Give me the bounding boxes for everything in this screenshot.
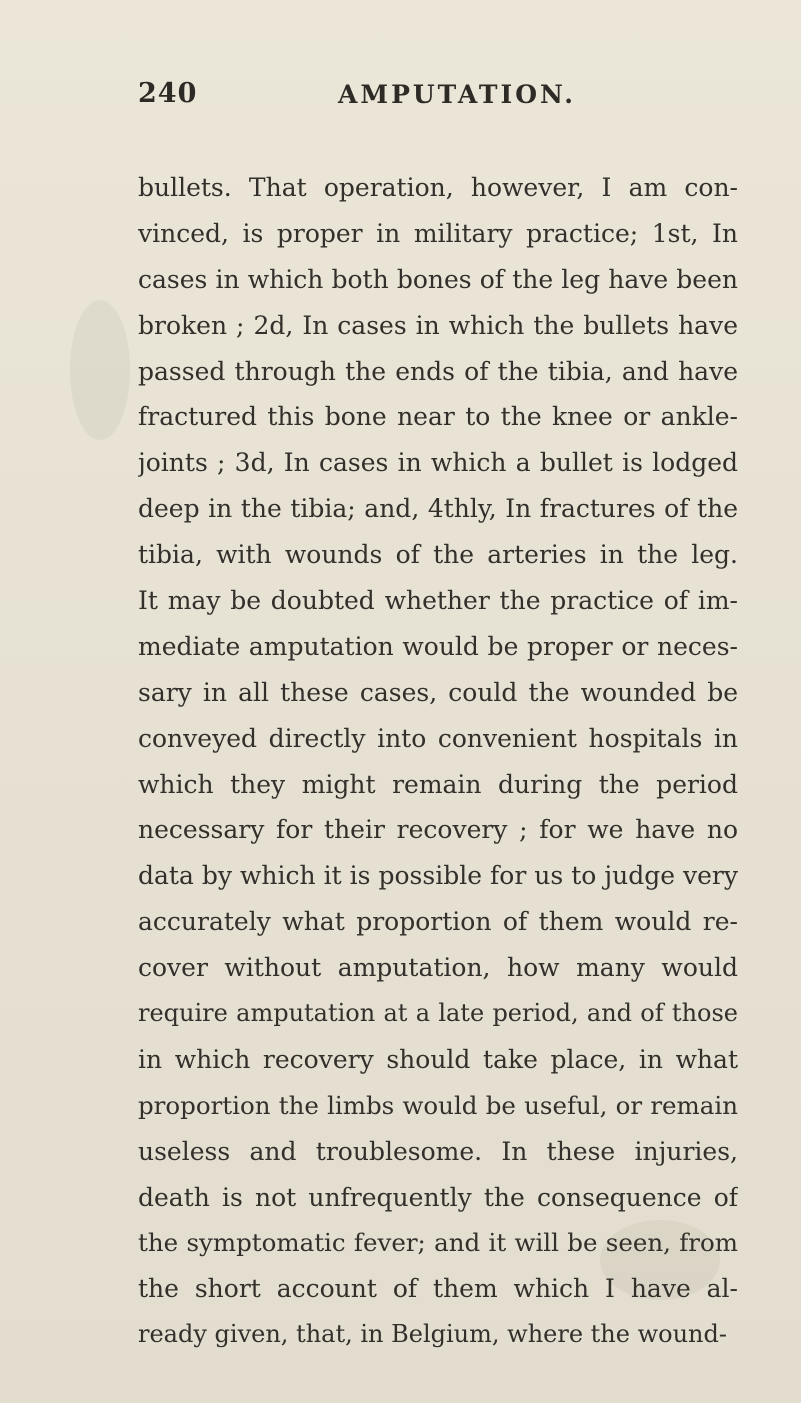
text-line: cover without amputation, how many would — [138, 953, 738, 983]
text-line: accurately what proportion of them would re- — [138, 907, 738, 937]
text-line: in which recovery should take place, in what — [138, 1044, 738, 1074]
text-line: death is not unfrequently the consequence of — [138, 1182, 738, 1212]
text-line: passed through the ends of the tibia, and have — [138, 356, 738, 386]
text-line: cases in which both bones of the leg have been — [138, 264, 738, 294]
text-line: joints ; 3d, In cases in which a bullet is lodged — [138, 448, 738, 478]
text-line: deep in the tibia; and, 4thly, In fractures of the — [138, 494, 738, 524]
text-line: conveyed directly into convenient hospitals in — [138, 723, 738, 753]
text-line: proportion the limbs would be useful, or remain — [138, 1090, 738, 1120]
text-line: necessary for their recovery ; for we have no — [138, 815, 738, 845]
page-header — [138, 78, 738, 118]
text-line: data by which it is possible for us to judge very — [138, 861, 738, 891]
text-line: which they might remain during the period — [138, 769, 738, 799]
page-number: 240 — [138, 78, 198, 109]
text-line: useless and troublesome. In these injuries, — [138, 1136, 738, 1166]
text-line: ready given, that, in Belgium, where the wound- — [138, 1320, 727, 1349]
text-line: tibia, with wounds of the arteries in the leg. — [138, 540, 738, 570]
text-line: fractured this bone near to the knee or ankle- — [138, 402, 738, 432]
paper-stain — [70, 300, 130, 440]
text-line: bullets. That operation, however, I am con- — [138, 173, 738, 202]
text-line: the short account of them which I have al- — [138, 1274, 738, 1304]
body-text — [138, 165, 738, 1358]
text-line: require amputation at a late period, and of those — [138, 999, 738, 1028]
text-line: the symptomatic fever; and it will be seen, from — [138, 1228, 738, 1258]
text-line: vinced, is proper in military practice; 1st, In — [138, 218, 738, 248]
text-line: It may be doubted whether the practice of im- — [138, 586, 738, 616]
text-line: broken ; 2d, In cases in which the bullets have — [138, 310, 738, 340]
running-title: AMPUTATION. — [338, 80, 576, 109]
text-line: sary in all these cases, could the wounded be — [138, 677, 738, 707]
text-line: mediate amputation would be proper or neces- — [138, 631, 738, 661]
